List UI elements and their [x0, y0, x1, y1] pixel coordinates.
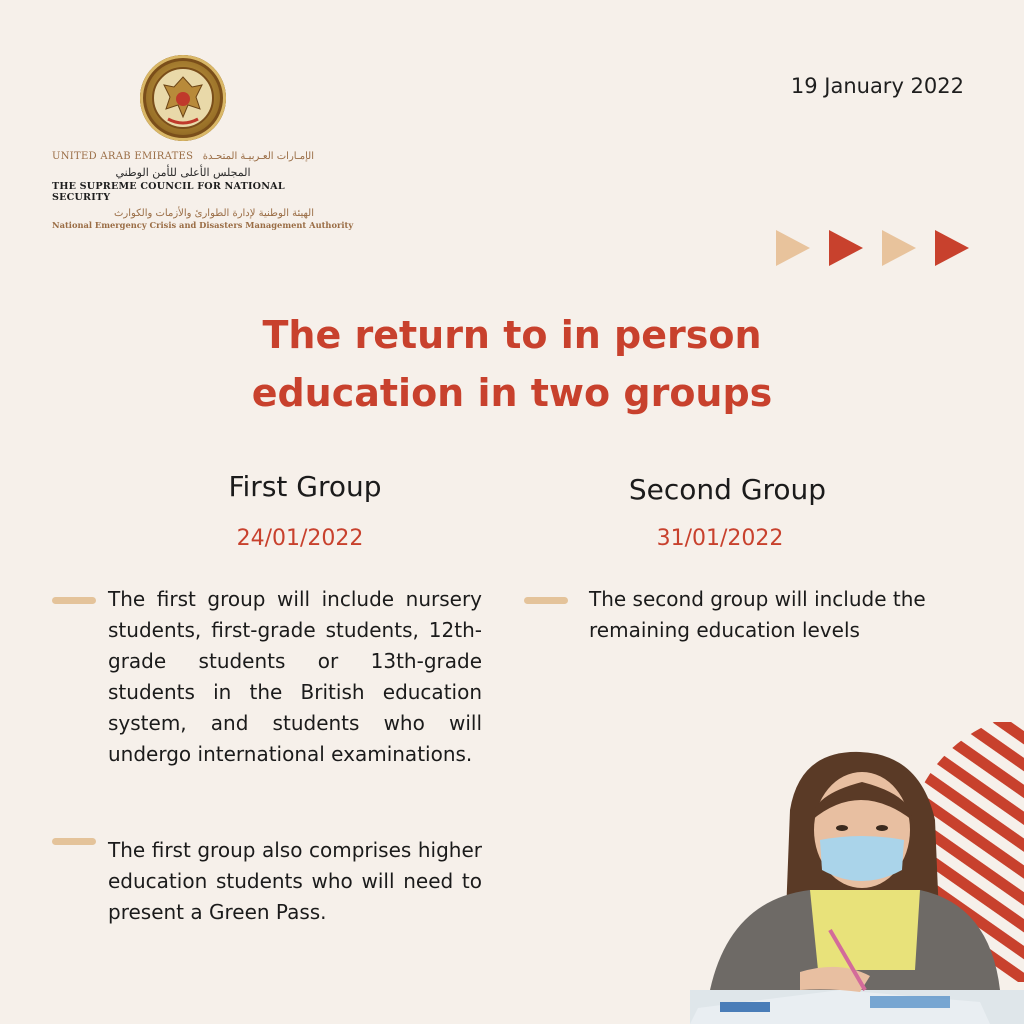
- logo-council-ar: المجلس الأعلى للأمن الوطني: [115, 166, 251, 179]
- title-line-1: The return to in person: [262, 313, 762, 357]
- arrow-3-icon: [882, 230, 916, 266]
- first-group-point-2: The first group also comprises higher education students who will need to present a Green Pass.: [108, 838, 482, 924]
- title-line-2: education in two groups: [251, 371, 773, 415]
- bullet-dash: [52, 838, 96, 845]
- arrow-decoration: [776, 228, 970, 268]
- post-date: 19 January 2022: [790, 74, 964, 98]
- bullet-dash: [52, 597, 96, 604]
- first-group-date: 24/01/2022: [236, 526, 364, 551]
- first-group-heading: First Group: [228, 470, 382, 503]
- arrow-1-icon: [776, 230, 810, 266]
- logo-authority-ar: الهيئة الوطنية لإدارة الطوارئ والأزمات والكوارث: [113, 208, 314, 219]
- first-group-point-1: The first group will include nursery students, first-grade students, 12th-grade students or 13th-grade students in the British education system, and students who will undergo international examinations.: [108, 587, 482, 766]
- page-title: [0, 306, 1024, 422]
- second-group-date: 31/01/2022: [656, 526, 784, 551]
- second-group-heading: Second Group: [628, 473, 827, 506]
- logo-country-en: UNITED ARAB EMIRATES: [52, 151, 194, 162]
- masked-student-image: [690, 740, 1024, 1024]
- arrow-4-icon: [935, 230, 969, 266]
- second-group-point-1: The second group will include the remaining education levels: [589, 587, 926, 642]
- bullet-dash: [524, 597, 568, 604]
- logo-council-en: THE SUPREME COUNCIL FOR NATIONAL SECURITY: [52, 181, 285, 203]
- logo-country-ar: الإمـارات العـربيـة المتحـدة: [202, 151, 314, 162]
- arrow-2-icon: [829, 230, 863, 266]
- logo-authority-en: National Emergency Crisis and Disasters Management Authority: [52, 220, 354, 230]
- uae-emblem-icon: [140, 55, 226, 141]
